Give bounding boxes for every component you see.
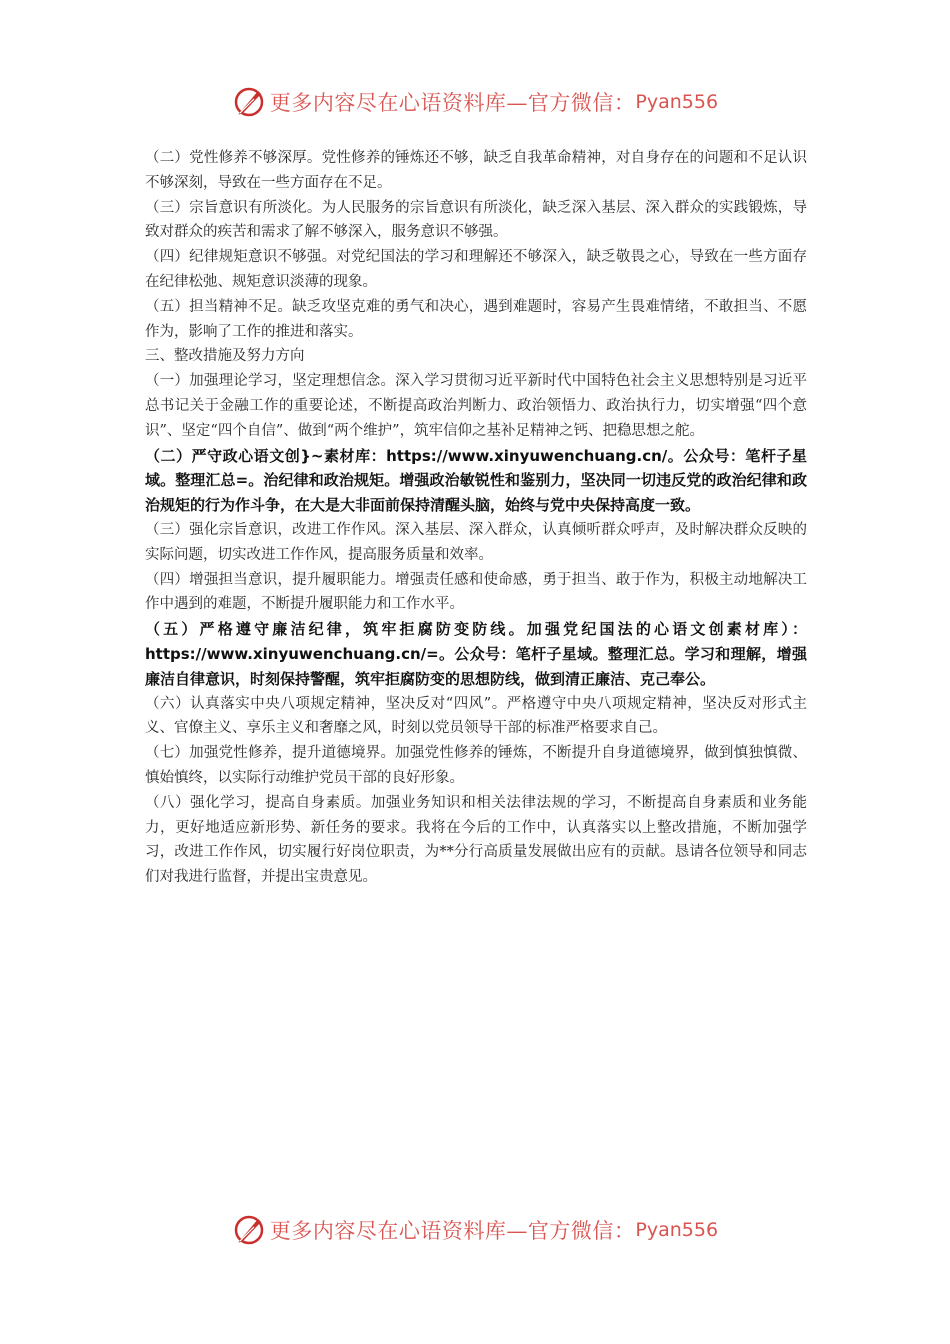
footer-banner xyxy=(0,1208,950,1252)
paragraph: （三）强化宗旨意识，改进工作作风。深入基层、深入群众，认真倾听群众呼声，及时解决群众反映的实际问题，切实改进工作作风，提高服务质量和效率。 xyxy=(145,521,807,563)
banner-main-text: 更多内容尽在心语资料库— xyxy=(269,1219,528,1243)
banner-wechat-id: Pyan556 xyxy=(635,91,719,113)
paragraph: （四）纪律规矩意识不够强。对党纪国法的学习和理解还不够深入，缺乏敬畏之心，导致在一些方面存在纪律松弛、规矩意识淡薄的现象。 xyxy=(145,249,807,290)
paragraph: （五）担当精神不足。缺乏攻坚克难的勇气和决心，遇到难题时，容易产生畏难情绪，不敢担当、不愿作为，影响了工作的推进和落实。 xyxy=(145,298,807,340)
paragraph: （四）增强担当意识，提升履职能力。增强责任感和使命感，勇于担当、敢于作为，积极主动地解决工作中遇到的难题，不断提升履职能力和工作水平。 xyxy=(145,571,807,613)
header-banner xyxy=(0,80,950,124)
quill-logo-icon xyxy=(232,85,266,119)
paragraph: （七）加强党性修养，提升道德境界。加强党性修养的锤炼，不断提升自身道德境界，做到慎独慎微、慎始慎终，以实际行动维护党员干部的良好形象。 xyxy=(145,745,807,786)
paragraph: （三）宗旨意识有所淡化。为人民服务的宗旨意识有所淡化，缺乏深入基层、深入群众的实践锻炼，导致对群众的疾苦和需求了解不够深入，服务意识不够强。 xyxy=(145,199,807,241)
banner-wechat-id: Pyan556 xyxy=(635,1219,719,1241)
banner-wechat-prefix: 官方微信： xyxy=(527,91,636,115)
banner-wechat-prefix: 官方微信： xyxy=(527,1219,636,1243)
paragraph: （二）党性修养不够深厚。党性修养的锤炼还不够，缺乏自我革命精神，对自身存在的问题和不足认识不够深刻，导致在一些方面存在不足。 xyxy=(145,150,807,191)
paragraph: （六）认真落实中央八项规定精神，坚决反对“四风”。严格遵守中央八项规定精神，坚决反对形式主义、官僚主义、享乐主义和奢靡之风，时刻以党员领导干部的标准严格要求自己。 xyxy=(145,695,807,737)
banner-main-text: 更多内容尽在心语资料库— xyxy=(269,91,528,115)
paragraph: （五）严格遵守廉洁纪律，筑牢拒腐防变防线。加强党纪国法的心语文创素材库）：https://www.xinyuwenchuang.cn/=。公众号：笔杆子星域。整理汇总。学习和理解，增强廉洁自律意识，时刻保持警醒，筑牢拒腐防变的思想防线，做到清正廉洁、克己奉公。 xyxy=(145,620,807,688)
paragraph: 三、整改措施及努力方向 xyxy=(145,348,305,365)
paragraph: （二）严守政心语文创}~素材库：https://www.xinyuwenchuang.cn/。公众号：笔杆子星域。整理汇总=。治纪律和政治规矩。增强政治敏锐性和鉴别力，坚决同一切违反党的政治纪律和政治规矩的行为作斗争，在大是大非面前保持清醒头脑，始终与党中央保持高度一致。 xyxy=(145,446,807,515)
quill-logo-icon xyxy=(232,1213,266,1247)
paragraph: （八）强化学习，提高自身素质。加强业务知识和相关法律法规的学习，不断提高自身素质和业务能力，更好地适应新形势、新任务的要求。我将在今后的工作中，认真落实以上整改措施，不断加强学习，改进工作作风，切实履行好岗位职责，为**分行高质量发展做出应有的贡献。恳请各位领导和同志们对我进行监督，并提出宝贵意见。 xyxy=(145,794,807,886)
paragraph: （一）加强理论学习，坚定理想信念。深入学习贯彻习近平新时代中国特色社会主义思想特别是习近平总书记关于金融工作的重要论述，不断提高政治判断力、政治领悟力、政治执行力，切实增强“四个意识”、坚定“四个自信”、做到“两个维护”，筑牢信仰之基补足精神之钙、把稳思想之舵。 xyxy=(145,373,807,439)
document-body xyxy=(145,146,807,890)
